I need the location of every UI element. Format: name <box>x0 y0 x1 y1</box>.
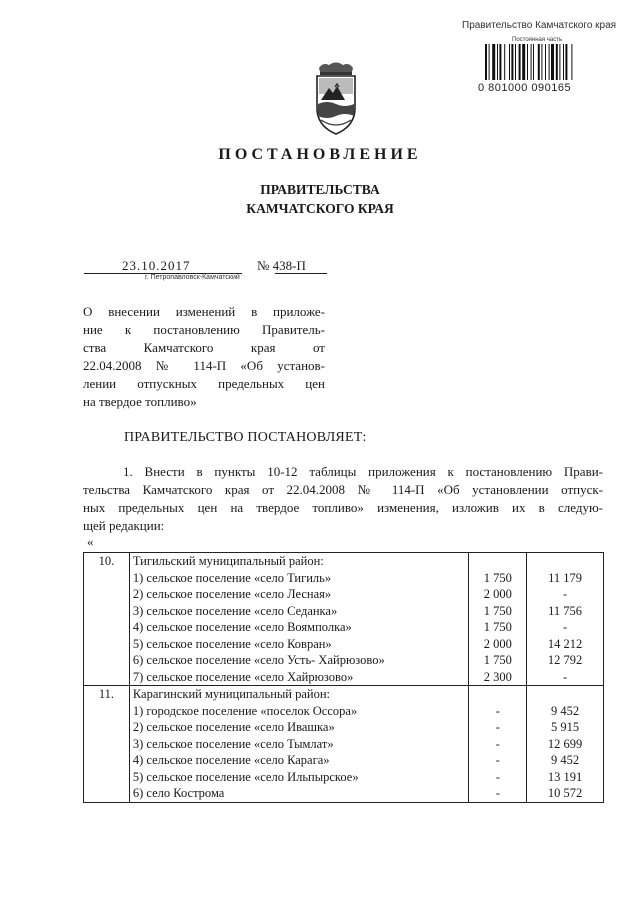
subject-line: ства Камчатского края от <box>83 340 325 355</box>
prices-table <box>83 552 604 803</box>
price-value-2: - <box>563 620 568 634</box>
barcode-caption: Постоянная часть <box>512 37 563 43</box>
city-caption: г. Петропавловск-Камчатский <box>145 274 240 281</box>
subject-line: ние к постановлению Правитель- <box>83 322 325 337</box>
barcode-bar <box>489 44 490 80</box>
barcode-bar <box>509 44 510 80</box>
barcode-bar <box>571 44 572 80</box>
barcode-bar <box>522 44 525 80</box>
price-value-1: 1 750 <box>483 653 512 667</box>
price-column-1-cell <box>469 686 527 803</box>
price-value-1: - <box>495 720 500 734</box>
paragraph-line: 1. Внести в пункты 10-12 таблицы приложения к постановлению Прави- <box>123 464 603 479</box>
barcode-bar <box>527 44 528 80</box>
issuer-line-2: КАМЧАТСКОГО КРАЯ <box>246 201 394 216</box>
price-value-2: - <box>563 587 568 601</box>
settlement-name: 3) сельское поселение «село Тымлат» <box>132 736 334 751</box>
barcode-bar <box>563 44 564 80</box>
barcode-bar <box>497 44 498 80</box>
settlement-name: 3) сельское поселение «село Седанка» <box>132 603 338 618</box>
price-column-2-cell <box>527 686 604 803</box>
issuer-line-1: ПРАВИТЕЛЬСТВА <box>260 182 380 197</box>
settlement-name: 5) сельское поселение «село Ильпырское» <box>132 769 359 784</box>
settlement-name: 2) сельское поселение «село Лесная» <box>132 587 332 601</box>
barcode-bar <box>533 44 534 80</box>
document-subject <box>83 303 325 411</box>
price-value-1: - <box>495 769 500 784</box>
price-value-1: 2 300 <box>483 669 512 684</box>
coat-of-arms-emblem <box>313 60 359 138</box>
price-value-2: 11 756 <box>548 603 583 618</box>
barcode-bar <box>556 44 558 80</box>
barcode-bar <box>549 44 550 80</box>
body-paragraph <box>83 463 603 535</box>
price-value-2: - <box>563 669 568 684</box>
settlement-name: 5) сельское поселение «село Ковран» <box>132 636 332 651</box>
document-type: ПОСТАНОВЛЕНИЕ <box>218 146 422 163</box>
settlement-name: 1) городское поселение «поселок Оссора» <box>132 703 358 718</box>
district-cell <box>129 686 469 803</box>
spacer <box>530 686 600 703</box>
barcode-bar <box>545 44 546 80</box>
barcode-bar <box>565 44 567 80</box>
barcode-number: 0 801000 090165 <box>478 82 572 94</box>
spacer <box>530 553 600 570</box>
price-value-2: 12 699 <box>547 736 583 751</box>
org-stamp: Правительство Камчатского края <box>462 20 617 31</box>
document-number: № 438-П <box>257 258 306 273</box>
spacer <box>472 686 523 703</box>
price-value-2: 5 915 <box>551 720 580 734</box>
price-value-1: 2 000 <box>483 587 512 601</box>
subject-line: О внесении изменений в приложе- <box>83 304 325 319</box>
paragraph-line: ных предельных цен на твердое топливо» изменения, изложив их в следую- <box>83 500 603 515</box>
barcode-bar <box>559 44 560 80</box>
settlement-name: 4) сельское поселение «село Карага» <box>132 753 330 767</box>
price-value-1: - <box>495 786 500 800</box>
price-value-1: 1 750 <box>483 570 512 585</box>
table-row <box>84 553 604 686</box>
barcode-bar <box>504 44 505 80</box>
settlement-name: 4) сельское поселение «село Воямполка» <box>132 620 352 634</box>
row-number: 11. <box>84 686 130 803</box>
price-value-1: 2 000 <box>483 636 512 651</box>
settlement-name: 6) село Кострома <box>132 786 225 800</box>
barcode-bar <box>492 44 495 80</box>
settlement-name: 6) сельское поселение «село Усть- Хайрюзово» <box>132 653 385 667</box>
price-value-2: 12 792 <box>547 653 583 667</box>
settlement-name: 2) сельское поселение «село Ивашка» <box>132 720 335 734</box>
price-value-1: - <box>495 703 500 718</box>
barcode-bar <box>531 44 532 80</box>
document-date: 23.10.2017 <box>122 258 191 273</box>
price-value-2: 10 572 <box>547 786 583 800</box>
subject-line: 22.04.2008 № 114-П «Об установ- <box>83 358 325 373</box>
table-row <box>84 686 604 803</box>
settlement-name: 7) сельское поселение «село Хайрюзово» <box>132 669 354 684</box>
price-column-2-cell <box>527 553 604 686</box>
price-value-1: - <box>495 753 500 767</box>
district-heading: Карагинский муниципальный район: <box>132 687 330 701</box>
price-column-1-cell <box>469 553 527 686</box>
subject-line: лении отпускных предельных цен <box>83 376 325 391</box>
price-value-1: 1 750 <box>483 603 512 618</box>
barcode-bar <box>519 44 521 80</box>
paragraph-line: тельства Камчатского края от 22.04.2008 № 114-П «Об установлении отпуск- <box>83 482 603 497</box>
price-value-2: 9 452 <box>551 753 580 767</box>
settlement-name: 1) сельское поселение «село Тигиль» <box>132 570 332 585</box>
paragraph-line: щей редакции: <box>83 518 165 533</box>
district-heading: Тигильский муниципальный район: <box>132 554 324 568</box>
resolves-heading: ПРАВИТЕЛЬСТВО ПОСТАНОВЛЯЕТ: <box>124 430 367 445</box>
row-number: 10. <box>84 553 130 686</box>
barcode-bar <box>515 44 516 80</box>
opening-quote: « <box>87 534 94 549</box>
barcode-bar <box>485 44 487 80</box>
price-value-1: - <box>495 736 500 751</box>
price-value-2: 14 212 <box>547 636 583 651</box>
price-value-1: 1 750 <box>483 620 512 634</box>
price-value-2: 13 191 <box>547 769 583 784</box>
district-cell <box>129 553 469 686</box>
barcode-bar <box>538 44 540 80</box>
barcode-bar <box>499 44 501 80</box>
price-value-2: 11 179 <box>548 570 583 585</box>
spacer <box>472 553 523 570</box>
barcode-bar <box>541 44 542 80</box>
barcode-bar <box>551 44 554 80</box>
number-underline <box>275 273 327 274</box>
subject-line: на твердое топливо» <box>83 394 197 409</box>
barcode-bar <box>511 44 513 80</box>
price-value-2: 9 452 <box>551 703 580 718</box>
